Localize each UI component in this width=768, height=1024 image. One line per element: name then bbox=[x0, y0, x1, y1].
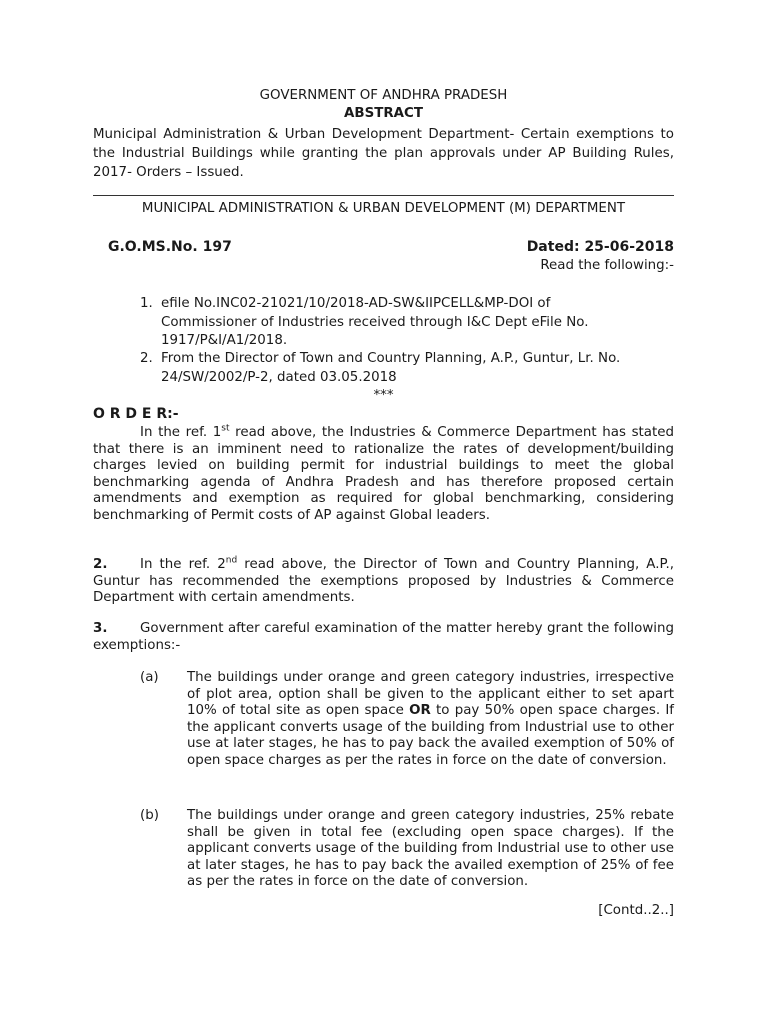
separator-stars: *** bbox=[373, 388, 394, 403]
reference-1-line1: efile No.INC02-21021/10/2018-AD-SW&IIPCELL&MP-DOI of bbox=[161, 296, 551, 311]
abstract-text: Municipal Administration & Urban Development Department- Certain exemptions to the Industrial Buildings while granting the plan approvals under AP Building Rules, 2017- Orders – Issued. bbox=[93, 127, 674, 180]
department-title: MUNICIPAL ADMINISTRATION & URBAN DEVELOPMENT (M) DEPARTMENT bbox=[141, 201, 626, 216]
item-a-text: The buildings under orange and green category industries, irrespective of plot area, option shall be given to the applicant either to set apart 10% of total site as open space OR to pay 50% open space charges. If the applicant converts usage of the building from Industrial use to other use at later stages, he has to pay back the availed exemption of 50% of open space charges as per the rates in force on the date of conversion. bbox=[187, 670, 674, 768]
continued-marker: [Contd..2..] bbox=[598, 903, 674, 918]
paragraph-2: 2. In the ref. 2nd read above, the Director of Town and Country Planning, A.P., Guntur has recommended the exemptions proposed by Industries & Commerce Department with certain amendments. bbox=[93, 555, 674, 605]
go-number: G.O.MS.No. 197 bbox=[108, 239, 232, 255]
header-divider bbox=[93, 195, 674, 196]
abstract-label: ABSTRACT bbox=[344, 106, 423, 121]
reference-2-line1: From the Director of Town and Country Planning, A.P., Guntur, Lr. No. bbox=[161, 351, 621, 366]
paragraph-1: In the ref. 1st read above, the Industries & Commerce Department has stated that there is an imminent need to rationalize the rates of development/building charges levied on building permit for industrial buildings to meet the global benchmarking agenda of Andhra Pradesh and has therefore proposed certain amendments and exemption as required for global benchmarking, considering benchmarking of Permit costs of AP against Global leaders. bbox=[93, 423, 674, 523]
government-title: GOVERNMENT OF ANDHRA PRADESH bbox=[259, 88, 508, 103]
reference-1-line3: 1917/P&I/A1/2018. bbox=[161, 333, 288, 348]
item-b-text: The buildings under orange and green category industries, 25% rebate shall be given in total fee (excluding open space charges). If the applicant converts usage of the building from Industrial use to other use at later stages, he has to pay back the availed exemption of 25% of fee as per the rates in force on the date of conversion. bbox=[187, 808, 674, 889]
paragraph-3: 3. Government after careful examination of the matter hereby grant the following exemptions:- bbox=[93, 621, 674, 653]
order-label: O R D E R:- bbox=[93, 406, 179, 422]
reference-2-line2: 24/SW/2002/P-2, dated 03.05.2018 bbox=[161, 370, 397, 385]
reference-2-number: 2. bbox=[140, 351, 153, 366]
item-b-label: (b) bbox=[140, 808, 159, 823]
go-date: Dated: 25-06-2018 bbox=[526, 239, 674, 255]
read-following: Read the following:- bbox=[540, 258, 674, 273]
reference-1-line2: Commissioner of Industries received through I&C Dept eFile No. bbox=[161, 315, 589, 330]
item-a-label: (a) bbox=[140, 670, 159, 685]
reference-1-number: 1. bbox=[140, 296, 153, 311]
